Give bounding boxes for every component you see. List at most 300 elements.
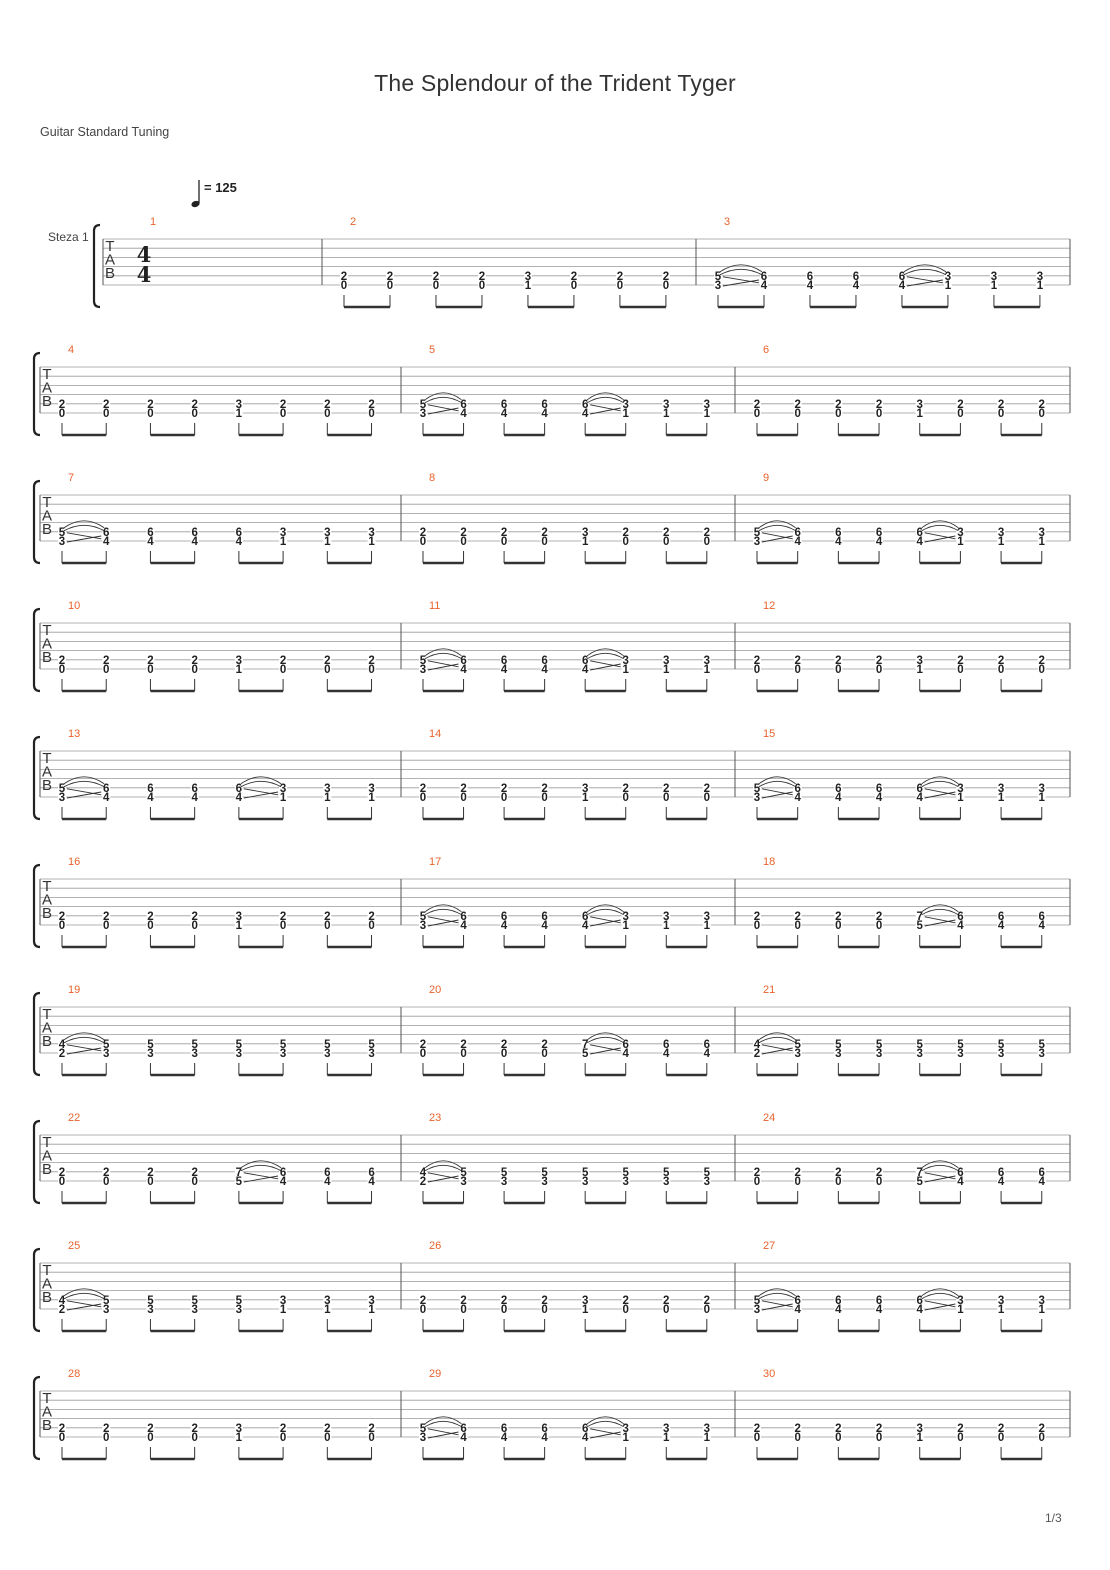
fret-number: 3 xyxy=(147,1304,154,1316)
system-bracket xyxy=(34,865,40,947)
tab-clef-letter: T xyxy=(42,494,52,511)
fret-number: 2 xyxy=(1038,398,1045,411)
fret-number: 3 xyxy=(703,398,711,411)
fret-number: 3 xyxy=(191,1048,198,1060)
fret-number: 3 xyxy=(235,1048,243,1060)
fret-number: 0 xyxy=(794,1432,801,1444)
fret-number: 4 xyxy=(794,536,801,548)
fret-number: 5 xyxy=(916,1038,923,1051)
fret-number: 3 xyxy=(279,1294,287,1307)
fret-number: 0 xyxy=(997,664,1005,676)
fret-number: 1 xyxy=(916,1432,923,1444)
fret-number: 6 xyxy=(103,526,110,539)
fret-number: 6 xyxy=(794,782,801,795)
tuning-label: Guitar Standard Tuning xyxy=(40,125,170,139)
fret-number: 3 xyxy=(460,1176,467,1188)
fret-number: 0 xyxy=(147,664,154,676)
tab-system xyxy=(34,344,1070,435)
fret-number: 1 xyxy=(957,536,964,548)
fret-number: 0 xyxy=(432,280,440,292)
fret-number: 6 xyxy=(916,1294,923,1307)
fret-number: 0 xyxy=(663,792,670,804)
slide-line xyxy=(723,277,759,283)
fret-number: 0 xyxy=(663,536,670,548)
tab-clef-letter: A xyxy=(41,763,53,781)
fret-number: 2 xyxy=(419,782,427,795)
tie-arc xyxy=(64,525,104,531)
fret-number: 0 xyxy=(957,1432,964,1444)
fret-number: 0 xyxy=(147,920,154,932)
fret-number: 3 xyxy=(103,1304,110,1316)
system-bracket xyxy=(34,1377,40,1459)
fret-number: 3 xyxy=(622,1176,629,1188)
fret-number: 4 xyxy=(997,1176,1005,1188)
fret-number: 2 xyxy=(835,910,842,923)
fret-number: 4 xyxy=(460,1432,467,1444)
slide-line xyxy=(428,661,459,667)
measure-number: 19 xyxy=(68,984,81,996)
fret-number: 0 xyxy=(103,1432,110,1444)
fret-number: 6 xyxy=(460,1422,467,1435)
measure-number: 22 xyxy=(68,1112,81,1124)
fret-number: 0 xyxy=(875,408,883,420)
tie-arc xyxy=(64,781,104,787)
tab-system xyxy=(34,984,1070,1075)
fret-number: 0 xyxy=(103,920,110,932)
fret-number: 5 xyxy=(103,1294,110,1307)
fret-number: 6 xyxy=(794,526,801,539)
fret-number: 1 xyxy=(235,920,243,932)
fret-number: 0 xyxy=(279,408,287,420)
track-name: Steza 1 xyxy=(48,230,89,244)
fret-number: 2 xyxy=(622,526,629,539)
fret-number: 6 xyxy=(235,526,243,539)
slide-line xyxy=(67,1045,101,1051)
fret-number: 0 xyxy=(570,280,578,292)
fret-number: 5 xyxy=(1038,1038,1045,1051)
measure xyxy=(419,856,711,947)
fret-number: 4 xyxy=(852,280,860,292)
fret-number: 6 xyxy=(191,782,198,795)
fret-number: 3 xyxy=(191,1304,198,1316)
slide-line xyxy=(925,917,956,923)
fret-number: 1 xyxy=(622,1432,629,1444)
fret-number: 1 xyxy=(235,664,243,676)
fret-number: 3 xyxy=(916,654,923,667)
fret-number: 2 xyxy=(279,654,287,667)
fret-number: 1 xyxy=(622,664,629,676)
measure xyxy=(753,344,1046,435)
tab-clef-letter: B xyxy=(41,777,53,794)
time-signature-top: 4 xyxy=(136,242,152,267)
fret-number: 3 xyxy=(419,920,427,932)
fret-number: 2 xyxy=(419,1294,427,1307)
tab-clef-letter: A xyxy=(41,891,53,909)
fret-number: 2 xyxy=(58,398,66,411)
fret-number: 2 xyxy=(541,782,548,795)
fret-number: 3 xyxy=(663,1422,670,1435)
fret-number: 4 xyxy=(58,1294,66,1307)
fret-number: 6 xyxy=(191,526,198,539)
fret-number: 2 xyxy=(1038,1422,1045,1435)
fret-number: 1 xyxy=(916,664,923,676)
tab-system xyxy=(94,216,1070,307)
fret-number: 3 xyxy=(753,536,761,548)
fret-number: 0 xyxy=(324,664,331,676)
fret-number: 0 xyxy=(324,1432,331,1444)
slide-line xyxy=(428,1173,459,1179)
fret-number: 3 xyxy=(324,526,331,539)
fret-number: 4 xyxy=(541,920,548,932)
fret-number: 3 xyxy=(1036,270,1044,283)
fret-number: 0 xyxy=(147,1432,154,1444)
fret-number: 2 xyxy=(957,398,964,411)
time-signature-bottom: 4 xyxy=(136,262,152,287)
fret-number: 3 xyxy=(368,1048,375,1060)
tie-arc xyxy=(425,1165,462,1171)
fret-number: 4 xyxy=(541,408,548,420)
fret-number: 2 xyxy=(460,1294,467,1307)
fret-number: 2 xyxy=(103,398,110,411)
fret-number: 3 xyxy=(419,408,427,420)
fret-number: 3 xyxy=(703,910,711,923)
fret-number: 2 xyxy=(103,910,110,923)
fret-number: 1 xyxy=(581,792,589,804)
tab-clef-letter: B xyxy=(41,521,53,538)
fret-number: 0 xyxy=(753,920,761,932)
fret-number: 4 xyxy=(191,536,198,548)
fret-number: 2 xyxy=(368,1422,375,1435)
fret-number: 0 xyxy=(58,1432,66,1444)
tab-system xyxy=(34,1240,1070,1331)
fret-number: 3 xyxy=(581,782,589,795)
fret-number: 4 xyxy=(581,1432,589,1444)
tab-clef-letter: B xyxy=(41,1417,53,1434)
fret-number: 0 xyxy=(541,1304,548,1316)
tie-arc xyxy=(425,1421,462,1427)
measure xyxy=(753,856,1046,947)
tab-clef-letter: T xyxy=(42,622,52,639)
fret-number: 5 xyxy=(753,526,761,539)
fret-number: 4 xyxy=(103,792,110,804)
fret-number: 1 xyxy=(703,920,711,932)
measure-number: 10 xyxy=(68,600,81,612)
tab-clef-letter: A xyxy=(41,1275,53,1293)
fret-number: 2 xyxy=(147,654,154,667)
fret-number: 1 xyxy=(622,408,629,420)
tie-arc xyxy=(64,521,104,528)
slide-line xyxy=(925,1173,956,1179)
fret-number: 5 xyxy=(191,1038,198,1051)
fret-number: 2 xyxy=(703,782,711,795)
tie-arc xyxy=(922,1161,959,1168)
fret-number: 3 xyxy=(1038,526,1045,539)
measure-number: 8 xyxy=(429,472,436,484)
fret-number: 2 xyxy=(368,910,375,923)
tie-arc xyxy=(587,1417,624,1424)
tie-arc xyxy=(587,1037,624,1043)
tab-clef-letter: T xyxy=(105,238,115,255)
tie-arc xyxy=(759,1037,796,1043)
tab-clef-letter: B xyxy=(41,393,53,410)
fret-number: 1 xyxy=(663,1432,670,1444)
fret-number: 6 xyxy=(957,1166,964,1179)
fret-number: 2 xyxy=(191,654,198,667)
fret-number: 5 xyxy=(368,1038,375,1051)
fret-number: 2 xyxy=(875,398,883,411)
tab-system xyxy=(34,600,1070,691)
fret-number: 3 xyxy=(663,1176,670,1188)
tie-arc xyxy=(64,1289,104,1296)
fret-number: 5 xyxy=(419,398,427,411)
fret-number: 2 xyxy=(58,1166,66,1179)
fret-number: 1 xyxy=(663,664,670,676)
fret-number: 2 xyxy=(58,654,66,667)
slide-line xyxy=(590,917,621,923)
tie-arc xyxy=(425,649,462,656)
fret-number: 1 xyxy=(368,536,375,548)
fret-number: 2 xyxy=(753,1166,761,1179)
system-bracket xyxy=(34,481,40,563)
fret-number: 2 xyxy=(835,1166,842,1179)
fret-number: 3 xyxy=(235,910,243,923)
fret-number: 0 xyxy=(279,664,287,676)
measure xyxy=(419,344,711,435)
fret-number: 4 xyxy=(103,536,110,548)
measure-number: 24 xyxy=(763,1112,776,1124)
fret-number: 2 xyxy=(419,1038,427,1051)
fret-number: 2 xyxy=(957,654,964,667)
fret-number: 2 xyxy=(835,1422,842,1435)
fret-number: 0 xyxy=(616,280,624,292)
fret-number: 2 xyxy=(58,910,66,923)
fret-number: 0 xyxy=(279,920,287,932)
fret-number: 5 xyxy=(753,1294,761,1307)
tie-arc xyxy=(587,905,624,912)
fret-number: 4 xyxy=(500,664,508,676)
fret-number: 2 xyxy=(460,526,467,539)
fret-number: 3 xyxy=(235,398,243,411)
fret-number: 1 xyxy=(1036,280,1044,292)
fret-number: 2 xyxy=(703,526,711,539)
fret-number: 0 xyxy=(191,920,198,932)
measure-number: 1 xyxy=(150,216,157,228)
measure-number: 7 xyxy=(68,472,75,484)
tie-arc xyxy=(922,521,959,528)
fret-number: 0 xyxy=(753,1176,761,1188)
measure xyxy=(58,1240,376,1331)
tab-clef-letter: A xyxy=(41,1019,53,1037)
fret-number: 2 xyxy=(875,1422,883,1435)
fret-number: 1 xyxy=(957,1304,964,1316)
fret-number: 3 xyxy=(703,1176,711,1188)
system-bracket xyxy=(34,353,40,435)
measure xyxy=(58,728,376,819)
fret-number: 0 xyxy=(419,1304,427,1316)
measure xyxy=(753,984,1046,1075)
fret-number: 0 xyxy=(191,664,198,676)
fret-number: 6 xyxy=(581,654,589,667)
fret-number: 0 xyxy=(622,1304,629,1316)
fret-number: 4 xyxy=(500,408,508,420)
fret-number: 5 xyxy=(279,1038,287,1051)
tie-arc xyxy=(587,1033,624,1040)
fret-number: 0 xyxy=(662,280,670,292)
measure xyxy=(150,216,156,228)
fret-number: 1 xyxy=(916,408,923,420)
fret-number: 2 xyxy=(58,1048,66,1060)
measure xyxy=(58,472,376,563)
fret-number: 6 xyxy=(622,1038,629,1051)
fret-number: 3 xyxy=(58,536,66,548)
fret-number: 6 xyxy=(541,1422,548,1435)
slide-line xyxy=(67,789,101,795)
fret-number: 1 xyxy=(957,792,964,804)
fret-number: 4 xyxy=(875,536,883,548)
fret-number: 6 xyxy=(760,270,768,283)
fret-number: 2 xyxy=(147,1422,154,1435)
fret-number: 1 xyxy=(1038,792,1045,804)
fret-number: 5 xyxy=(235,1294,243,1307)
fret-number: 1 xyxy=(279,536,287,548)
fret-number: 6 xyxy=(103,782,110,795)
fret-number: 6 xyxy=(581,1422,589,1435)
fret-number: 7 xyxy=(916,910,923,923)
fret-number: 1 xyxy=(990,280,998,292)
fret-number: 0 xyxy=(794,920,801,932)
fret-number: 4 xyxy=(835,536,842,548)
fret-number: 4 xyxy=(541,1432,548,1444)
fret-number: 5 xyxy=(957,1038,964,1051)
fret-number: 6 xyxy=(875,526,883,539)
fret-number: 2 xyxy=(703,1294,711,1307)
fret-number: 6 xyxy=(324,1166,331,1179)
fret-number: 0 xyxy=(703,1304,711,1316)
fret-number: 2 xyxy=(875,910,883,923)
system-bracket xyxy=(34,993,40,1075)
fret-number: 4 xyxy=(147,536,154,548)
fret-number: 3 xyxy=(997,1294,1005,1307)
fret-number: 2 xyxy=(500,782,508,795)
fret-number: 1 xyxy=(324,1304,331,1316)
fret-number: 0 xyxy=(500,792,508,804)
tab-clef-letter: T xyxy=(42,1134,52,1151)
fret-number: 0 xyxy=(460,536,467,548)
measure-number: 12 xyxy=(763,600,776,612)
fret-number: 3 xyxy=(524,270,532,283)
tie-arc xyxy=(587,397,624,403)
measure xyxy=(419,1240,711,1331)
slide-line xyxy=(762,1045,793,1051)
fret-number: 4 xyxy=(794,792,801,804)
fret-number: 7 xyxy=(581,1038,589,1051)
fret-number: 2 xyxy=(324,1422,331,1435)
fret-number: 4 xyxy=(581,664,589,676)
fret-number: 6 xyxy=(875,782,883,795)
system-bracket xyxy=(34,1249,40,1331)
measure-number: 17 xyxy=(429,856,442,868)
tie-arc xyxy=(922,1289,959,1296)
fret-number: 3 xyxy=(753,792,761,804)
slide-line xyxy=(428,1429,459,1435)
fret-number: 6 xyxy=(852,270,860,283)
fret-number: 3 xyxy=(279,526,287,539)
fret-number: 4 xyxy=(703,1048,711,1060)
fret-number: 0 xyxy=(460,1304,467,1316)
fret-number: 0 xyxy=(500,1048,508,1060)
fret-number: 2 xyxy=(368,654,375,667)
fret-number: 1 xyxy=(944,280,952,292)
fret-number: 0 xyxy=(500,536,508,548)
fret-number: 0 xyxy=(340,280,348,292)
fret-number: 3 xyxy=(324,1048,331,1060)
fret-number: 3 xyxy=(663,910,670,923)
fret-number: 6 xyxy=(806,270,814,283)
slide-line xyxy=(67,533,101,539)
fret-number: 4 xyxy=(191,792,198,804)
fret-number: 3 xyxy=(235,1422,243,1435)
fret-number: 2 xyxy=(386,270,394,283)
tab-clef-letter: T xyxy=(42,878,52,895)
fret-number: 1 xyxy=(622,920,629,932)
fret-number: 6 xyxy=(541,398,548,411)
fret-number: 4 xyxy=(460,920,467,932)
tie-arc xyxy=(720,265,762,272)
fret-number: 3 xyxy=(1038,782,1045,795)
fret-number: 6 xyxy=(500,1422,508,1435)
fret-number: 1 xyxy=(279,1304,287,1316)
fret-number: 4 xyxy=(460,408,467,420)
tie-arc xyxy=(922,1165,959,1171)
measure-number: 26 xyxy=(429,1240,442,1252)
measure xyxy=(753,728,1046,819)
fret-number: 4 xyxy=(898,280,906,292)
fret-number: 4 xyxy=(957,1176,964,1188)
fret-number: 0 xyxy=(875,920,883,932)
fret-number: 5 xyxy=(324,1038,331,1051)
fret-number: 6 xyxy=(541,654,548,667)
fret-number: 2 xyxy=(324,910,331,923)
fret-number: 2 xyxy=(794,1422,801,1435)
fret-number: 3 xyxy=(235,1304,243,1316)
fret-number: 2 xyxy=(875,1166,883,1179)
fret-number: 5 xyxy=(581,1166,589,1179)
tab-system xyxy=(34,1112,1070,1203)
fret-number: 6 xyxy=(279,1166,287,1179)
tie-arc xyxy=(64,1033,104,1040)
fret-number: 0 xyxy=(957,664,964,676)
fret-number: 0 xyxy=(541,792,548,804)
fret-number: 2 xyxy=(753,910,761,923)
system-bracket xyxy=(34,1121,40,1203)
measure-number: 5 xyxy=(429,344,436,356)
tie-arc xyxy=(922,1293,959,1299)
fret-number: 3 xyxy=(324,1294,331,1307)
slide-line xyxy=(590,1429,621,1435)
fret-number: 0 xyxy=(419,792,427,804)
fret-number: 5 xyxy=(875,1038,883,1051)
fret-number: 4 xyxy=(235,792,243,804)
fret-number: 0 xyxy=(147,1176,154,1188)
tab-clef-letter: B xyxy=(41,1289,53,1306)
tie-arc xyxy=(64,1293,104,1299)
fret-number: 5 xyxy=(916,920,923,932)
fret-number: 2 xyxy=(997,1422,1005,1435)
fret-number: 6 xyxy=(460,910,467,923)
fret-number: 5 xyxy=(103,1038,110,1051)
fret-number: 5 xyxy=(794,1038,801,1051)
fret-number: 3 xyxy=(835,1048,842,1060)
